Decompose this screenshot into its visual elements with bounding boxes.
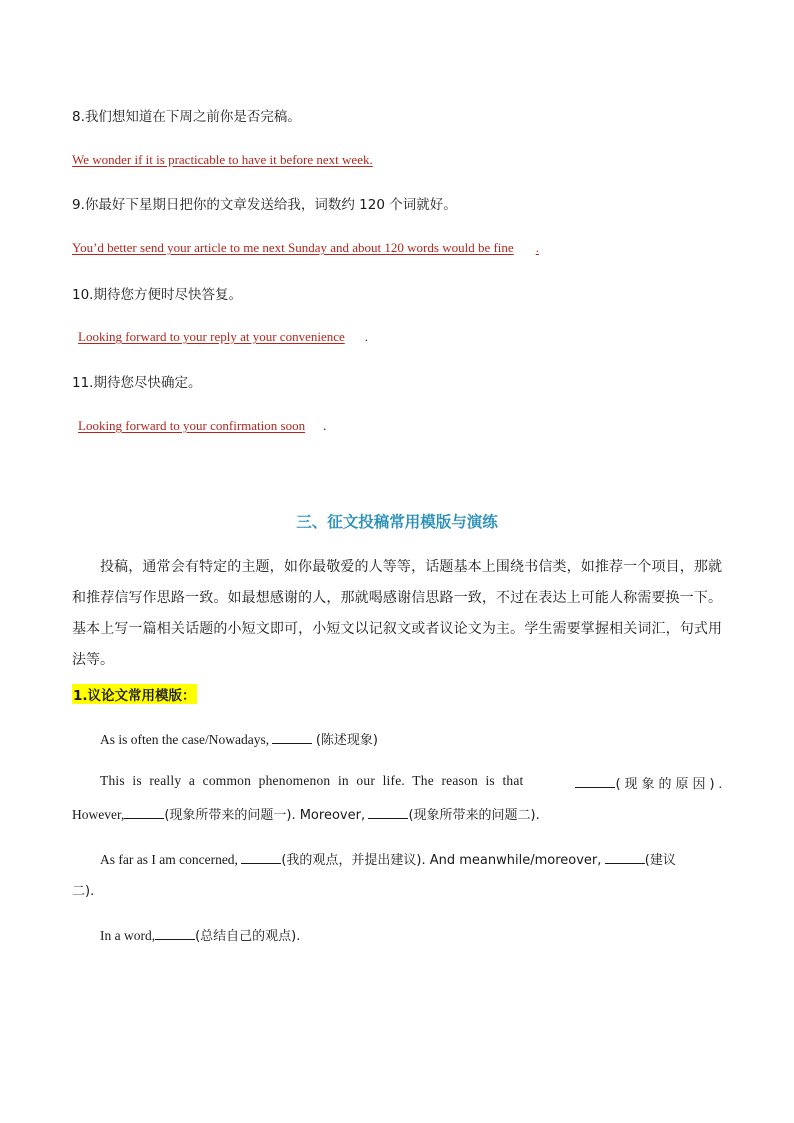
item-8-answer: We wonder if it is practicable to have it before next week. [72, 152, 373, 167]
template-line-4 [100, 925, 300, 944]
template-line-1 [100, 729, 378, 748]
item-8-prompt: 8.我们想知道在下周之前你是否完稿。 [72, 109, 301, 125]
item-11-prompt: 11.期待您尽快确定。 [72, 375, 202, 391]
item-9-prompt: 9.你最好下星期日把你的文章发送给我，词数约 120 个词就好。 [72, 197, 457, 213]
template-line-2-note3: (现象所带来的问题二). [408, 808, 540, 823]
template-line-3-note1: (我的观点，并提出建议). And meanwhile/moreover, [281, 853, 602, 868]
blank-2 [575, 775, 615, 788]
template-line-2b [72, 804, 540, 823]
template-line-2-part1: This is really a common phenomenon in our life. The reason is that [100, 773, 524, 788]
template-line-2-note1: (现象的原因) [615, 777, 719, 792]
item-11-answer-end: . [323, 418, 327, 433]
item-8-answer-line [72, 149, 373, 168]
section-title: 三、征文投稿常用模版与演练 [296, 513, 498, 531]
item-11-answer-line [78, 415, 326, 434]
blank-6 [605, 851, 645, 864]
template-line-2-part2: However, [72, 807, 125, 822]
item-11-answer: Looking forward to your confirmation soon [78, 418, 306, 433]
item-10-answer-line [78, 326, 368, 345]
blank-5 [241, 851, 281, 864]
section-intro: 投稿，通常会有特定的主题，如你最敬爱的人等等，话题基本上围绕书信类，如推荐一个项目，那就和推荐信写作思路一致。如最想感谢的人，那就喝感谢信思路一致，不过在表达上可能人称需要换一下。基本上写一篇相关话题的小短文即可，小短文以记叙文或者议论文为主。学生需要掌握相关词汇，句式用法等。 [72, 559, 722, 668]
template-line-3-note2: (建议 [644, 853, 676, 868]
template-line-3b [72, 880, 94, 899]
blank-3 [124, 806, 164, 819]
template-line-3-part1: As far as I am concerned, [100, 852, 238, 867]
blank-7 [155, 927, 195, 940]
template-line-2a [100, 773, 722, 792]
template-line-1-note: (陈述现象) [315, 733, 378, 748]
item-9-answer: You’d better send your article to me next Sunday and about 120 words would be fine . [72, 240, 539, 255]
item-9-answer-end: . [535, 240, 539, 255]
template-line-4-part1: In a word, [100, 928, 156, 943]
template-line-3a [100, 849, 722, 868]
item-10-answer: Looking forward to your reply at your convenience [78, 329, 345, 344]
item-10-prompt: 10.期待您方便时尽快答复。 [72, 287, 242, 303]
blank-4 [368, 806, 408, 819]
template-subheading: 1.议论文常用模版： [72, 684, 197, 704]
template-line-2-note2: (现象所带来的问题一). Moreover, [164, 808, 366, 823]
template-line-3-note3: 二). [72, 884, 95, 899]
template-line-1-text: As is often the case/Nowadays, [100, 732, 270, 747]
blank-1 [272, 731, 312, 744]
item-10-answer-end: . [364, 329, 369, 344]
template-line-4-note1: (总结自己的观点). [195, 929, 301, 944]
template-line-2-tail1: . [718, 776, 722, 791]
item-9-answer-line [72, 237, 539, 256]
